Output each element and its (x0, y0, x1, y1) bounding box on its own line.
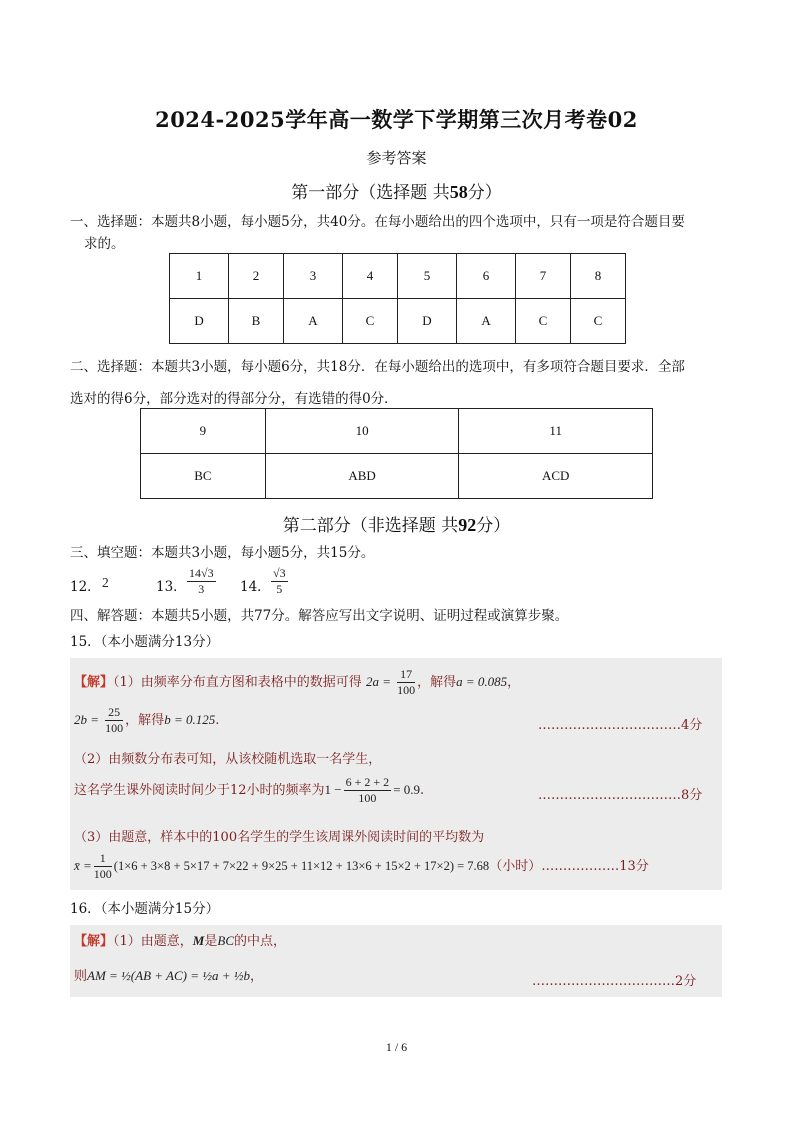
p15-score-8: ……………………………8分 (538, 788, 703, 803)
p16-step2 (74, 961, 263, 991)
p15-step4-frac-num: 6 + 2 + 2 (345, 775, 390, 789)
p15-step1-solve: ，解得 (417, 675, 457, 690)
table2-answer-row (141, 454, 653, 499)
table1-question-number-1: 1 (170, 254, 229, 299)
table1-question-number-2: 2 (229, 254, 284, 299)
table2-answer-3: ACD (459, 454, 653, 499)
p15-score-4: ……………………………4分 (538, 718, 703, 733)
answer-14-fraction (271, 566, 288, 597)
table2-question-number-2: 10 (265, 409, 459, 454)
table1-question-number-7: 7 (516, 254, 571, 299)
part1-heading (0, 178, 793, 203)
p15-step6-frac-den: 100 (93, 867, 112, 881)
p16-step1-BC: BC (217, 933, 234, 948)
multi-choice-intro-line1: 二、选择题：本题共3小题，每小题6分，共18分．在每小题给出的选项中，有多项符合题目要求．全部 (70, 359, 685, 375)
p15-score-13: ………………13分 (541, 859, 649, 874)
p15-step1 (74, 664, 520, 700)
p15-step6-left: x̄ = (74, 858, 92, 873)
p16-step1-mid: 的中点， (234, 934, 287, 949)
p15-step2-frac-num: 25 (105, 705, 123, 721)
page-number: 1 / 6 (385, 1040, 408, 1054)
p15-step1-eq-left: 2a = (365, 674, 391, 689)
p15-step4-fraction (344, 775, 392, 806)
table1-question-number-3: 3 (283, 254, 342, 299)
table1-answer-4: C (343, 299, 398, 344)
p16-score-2: ……………………………2分 (532, 974, 697, 989)
table2-answer-2: ABD (265, 454, 459, 499)
table2-question-number-3: 11 (459, 409, 653, 454)
p15-step4 (74, 772, 424, 808)
p15-step1-fraction (397, 667, 415, 698)
problem-15-header: 15．（本小题满分13分） (70, 634, 220, 650)
table2-answer-1: BC (141, 454, 266, 499)
table1-answer-1: D (170, 299, 229, 344)
part2-heading (0, 511, 793, 536)
p15-step6-unit: （小时） (489, 859, 542, 874)
p15-step4-text: 这名学生课外阅读时间少于12小时的频率为 (74, 783, 325, 798)
table1-answer-7: C (516, 299, 571, 344)
p15-step4-frac-den: 100 (358, 791, 377, 805)
p15-step6-expression: (1×6 + 3×8 + 5×17 + 7×22 + 9×25 + 11×12 + 13×6 + 15×2 + 17×2) = 7.68 (113, 859, 490, 873)
table1-question-number-6: 6 (457, 254, 516, 299)
solve-intro: 四、解答题：本题共5小题，共77分。解答应写出文字说明、证明过程或演算步聚。 (70, 608, 569, 624)
problem-15-solution (70, 658, 722, 890)
part2-score: 92 (458, 515, 477, 535)
p15-step4-expr-right: = 0.9 (393, 782, 421, 797)
page-title: 2024-2025学年高一数学下学期第三次月考卷02 (155, 107, 638, 132)
multi-choice-intro-line2: 选对的得6分，部分选对的得部分分，有选错的得0分． (70, 391, 398, 407)
part1-unit: 分） (467, 183, 502, 203)
table1-question-number-5: 5 (397, 254, 456, 299)
problem-16-header: 16．（本小题满分15分） (70, 901, 220, 917)
answer-13-numerator: 14√3 (189, 566, 214, 580)
fill-in-answers (70, 566, 370, 604)
p15-step1-frac-den: 100 (397, 683, 416, 697)
p16-step1 (74, 930, 286, 949)
multi-choice-intro (70, 351, 730, 415)
table1-answer-5: D (397, 299, 456, 344)
p15-step6-frac-num: 1 (94, 851, 112, 867)
p15-step2-solve: ，解得 (125, 713, 165, 728)
part1-score: 58 (449, 182, 468, 202)
p15-step6 (74, 848, 649, 884)
table2-question-number-1: 9 (141, 409, 266, 454)
p16-step2-tail: ， (250, 969, 264, 984)
answer-13-fraction (187, 566, 216, 597)
p15-step3: （2）由频数分布表可知，从该校随机选取一名学生， (74, 752, 382, 767)
table1-number-row (170, 254, 626, 299)
part2-unit: 分） (476, 516, 511, 536)
p15-step2 (74, 702, 219, 738)
p15-step4-tail: . (420, 783, 425, 798)
p15-step1-result: a = 0.085 (456, 674, 508, 689)
table2-number-row (141, 409, 653, 454)
table1-question-number-4: 4 (343, 254, 398, 299)
p16-step1-text: （1）由题意， (113, 934, 193, 949)
p15-step2-frac-den: 100 (105, 721, 124, 735)
p16-step1-is: 是 (204, 934, 218, 949)
p15-step2-eq-left: 2b = (74, 712, 100, 727)
table1-question-number-8: 8 (570, 254, 625, 299)
p15-step6-fraction (94, 851, 112, 882)
table1-answer-row (170, 299, 626, 344)
answer-13-label: 13． (156, 579, 187, 595)
page-subtitle: 参考答案 (366, 149, 427, 167)
p15-step4-expr-left: 1 − (324, 782, 342, 797)
p16-solution-tag: 【解】 (74, 934, 114, 949)
fill-in-intro: 三、填空题：本题共3小题，每小题5分，共15分。 (70, 545, 375, 561)
answer-14-denominator: 5 (276, 582, 283, 596)
answer-14-numerator: √3 (273, 566, 286, 580)
p16-step2-then: 则 (74, 969, 88, 984)
single-choice-intro (70, 211, 730, 255)
table1-answer-2: B (229, 299, 284, 344)
multi-choice-answer-table (140, 408, 653, 499)
problem-16-solution (70, 925, 722, 997)
p15-solution-tag: 【解】 (74, 675, 114, 690)
answer-12-label: 12． (70, 579, 101, 595)
answer-14-label: 14． (240, 579, 271, 595)
answer-12-value: 2 (102, 575, 109, 590)
p15-step5: （3）由题意，样本中的100名学生的学生该周课外阅读时间的平均数为 (74, 830, 485, 845)
table1-answer-3: A (283, 299, 342, 344)
p15-step1-text: （1）由频率分布直方图和表格中的数据可得 (113, 675, 362, 690)
part2-label: 第二部分（非选择题 共 (282, 516, 459, 536)
single-choice-intro-line1: 一、选择题：本题共8小题，每小题5分，共40分。在每小题给出的四个选项中，只有一项是符合题目要 (70, 214, 685, 230)
single-choice-answer-table (169, 253, 626, 344)
single-choice-intro-line2: 求的。 (84, 236, 125, 252)
p16-step1-M: M (192, 933, 205, 948)
p16-step2-expression: AM = ½(AB + AC) = ½a + ½b (87, 968, 251, 983)
p15-step2-fraction (105, 705, 123, 736)
table1-answer-8: C (570, 299, 625, 344)
p15-step1-frac-num: 17 (397, 667, 415, 683)
table1-answer-6: A (457, 299, 516, 344)
p15-step2-result: b = 0.125 (164, 712, 216, 727)
p15-step2-tail: . (215, 713, 220, 728)
answer-13-denominator: 3 (198, 582, 205, 596)
part1-label: 第一部分（选择题 共 (291, 183, 450, 203)
p15-step1-tail: ， (507, 675, 521, 690)
